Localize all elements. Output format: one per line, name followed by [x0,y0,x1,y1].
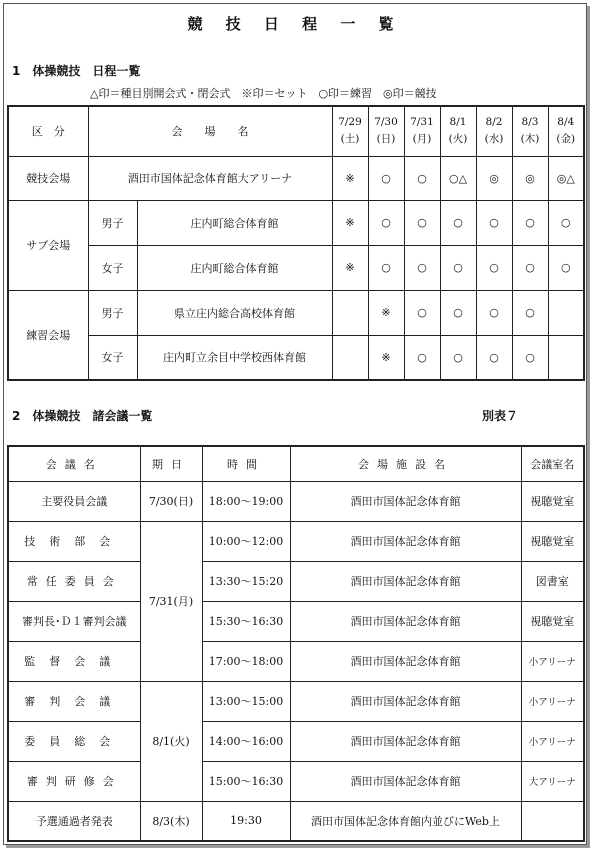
mark-cell: ※ [332,200,368,245]
meeting-facility: 酒田市国体記念体育館 [290,521,521,561]
meeting-room [521,801,584,841]
section1-legend: △印＝種目別開会式・閉会式 ※印＝セット ○印＝練習 ◎印＝競技 [90,87,437,100]
mark-cell: ○ [368,156,404,200]
meeting-time: 15:00〜16:30 [202,761,290,801]
venue-name: 庄内町総合体育館 [137,245,332,290]
mark-cell: ※ [332,156,368,200]
mark-cell: ○ [548,200,584,245]
header-date: 期日 [140,446,202,481]
header-kubun: 区 分 [8,106,88,156]
meeting-facility: 酒田市国体記念体育館 [290,721,521,761]
meeting-time: 15:30〜16:30 [202,601,290,641]
meeting-time: 17:00〜18:00 [202,641,290,681]
mark-cell: ○ [404,290,440,335]
header-room: 会議室名 [521,446,584,481]
schedule-table [7,105,585,381]
meeting-room: 小アリーナ [521,641,584,681]
venue-name: 庄内町立余目中学校西体育館 [137,335,332,380]
section2-note: 別表７ [482,409,519,423]
meeting-date: 8/1(火) [140,681,202,801]
mark-cell: ◎△ [548,156,584,200]
mark-cell: ○ [548,245,584,290]
mark-cell: ○ [404,335,440,380]
mark-cell: ○ [512,290,548,335]
meeting-room: 視聴覚室 [521,521,584,561]
section1-heading: 1 体操競技 日程一覧 [12,64,141,78]
header-date: 7/31 (月) [404,106,440,156]
mark-cell: ◎ [512,156,548,200]
meeting-name: 監督会議 [8,641,140,681]
meeting-date: 7/30(日) [140,481,202,521]
table-row [8,200,584,245]
mark-cell: ○ [368,200,404,245]
table-row [8,641,584,681]
table-row [8,561,584,601]
schedule-header-row [8,106,584,156]
mark-cell [332,335,368,380]
table-row [8,521,584,561]
meeting-facility: 酒田市国体記念体育館内並びにWeb上 [290,801,521,841]
mark-cell: ○ [512,245,548,290]
table-row [8,335,584,380]
header-date: 7/29 (土) [332,106,368,156]
section2-heading: 2 体操競技 諸会議一覧 [12,409,153,423]
group-label: サブ会場 [8,200,88,290]
mark-cell: ○ [440,245,476,290]
table-row [8,601,584,641]
header-meeting-name: 会議名 [8,446,140,481]
meeting-name: 審判研修会 [8,761,140,801]
mark-cell: ※ [368,335,404,380]
meeting-room: 視聴覚室 [521,481,584,521]
header-date: 7/30 (日) [368,106,404,156]
meeting-name: 委員総会 [8,721,140,761]
meeting-facility: 酒田市国体記念体育館 [290,681,521,721]
venue-name: 県立庄内総合高校体育館 [137,290,332,335]
meeting-name: 主要役員会議 [8,481,140,521]
gender-label: 男子 [88,200,137,245]
meeting-time: 10:00〜12:00 [202,521,290,561]
mark-cell: ○ [476,290,512,335]
meeting-room: 小アリーナ [521,721,584,761]
table-row [8,481,584,521]
document-page [3,3,587,845]
table-row [8,761,584,801]
meeting-time: 19:30 [202,801,290,841]
gender-label: 女子 [88,245,137,290]
table-row [8,681,584,721]
header-venue: 会 場 名 [88,106,332,156]
meeting-name: 審判長･Ｄ１審判会議 [8,601,140,641]
table-row [8,245,584,290]
meeting-room: 視聴覚室 [521,601,584,641]
group-label: 練習会場 [8,290,88,380]
group-label: 競技会場 [8,156,88,200]
header-time: 時間 [202,446,290,481]
mark-cell: ※ [332,245,368,290]
mark-cell: ○ [476,335,512,380]
meeting-time: 13:00〜15:00 [202,681,290,721]
meeting-time: 13:30〜15:20 [202,561,290,601]
page-title: 競 技 日 程 一 覧 [187,15,403,33]
meeting-time: 14:00〜16:00 [202,721,290,761]
meeting-facility: 酒田市国体記念体育館 [290,481,521,521]
header-date: 8/4 (金) [548,106,584,156]
meeting-facility: 酒田市国体記念体育館 [290,601,521,641]
meeting-name: 技術部会 [8,521,140,561]
table-row [8,721,584,761]
mark-cell: ○ [404,156,440,200]
header-facility: 会場施設名 [290,446,521,481]
mark-cell [548,335,584,380]
gender-label: 女子 [88,335,137,380]
meeting-facility: 酒田市国体記念体育館 [290,641,521,681]
mark-cell [332,290,368,335]
mark-cell: ○ [512,200,548,245]
mark-cell: ○ [440,290,476,335]
mark-cell: ○ [404,200,440,245]
gender-label: 男子 [88,290,137,335]
mark-cell [548,290,584,335]
mark-cell: ○ [368,245,404,290]
meeting-name: 常任委員会 [8,561,140,601]
meeting-facility: 酒田市国体記念体育館 [290,561,521,601]
mark-cell: ○ [476,245,512,290]
header-date: 8/3 (木) [512,106,548,156]
meeting-facility: 酒田市国体記念体育館 [290,761,521,801]
table-row [8,156,584,200]
header-date: 8/1 (火) [440,106,476,156]
meeting-date: 8/3(木) [140,801,202,841]
meeting-room: 図書室 [521,561,584,601]
mark-cell: ○ [512,335,548,380]
mark-cell: ○ [440,335,476,380]
table-row [8,290,584,335]
mark-cell: ○△ [440,156,476,200]
meeting-name: 審判会議 [8,681,140,721]
mark-cell: ◎ [476,156,512,200]
meeting-time: 18:00〜19:00 [202,481,290,521]
mark-cell: ○ [404,245,440,290]
mark-cell: ○ [440,200,476,245]
meeting-room: 大アリーナ [521,761,584,801]
meeting-name: 予選通過者発表 [8,801,140,841]
header-date: 8/2 (水) [476,106,512,156]
meeting-room: 小アリーナ [521,681,584,721]
table-row [8,801,584,841]
meetings-header-row [8,446,584,481]
venue-name: 庄内町総合体育館 [137,200,332,245]
venue-name: 酒田市国体記念体育館大アリーナ [88,156,332,200]
meetings-table [7,445,585,842]
mark-cell: ※ [368,290,404,335]
meeting-date: 7/31(月) [140,521,202,681]
mark-cell: ○ [476,200,512,245]
